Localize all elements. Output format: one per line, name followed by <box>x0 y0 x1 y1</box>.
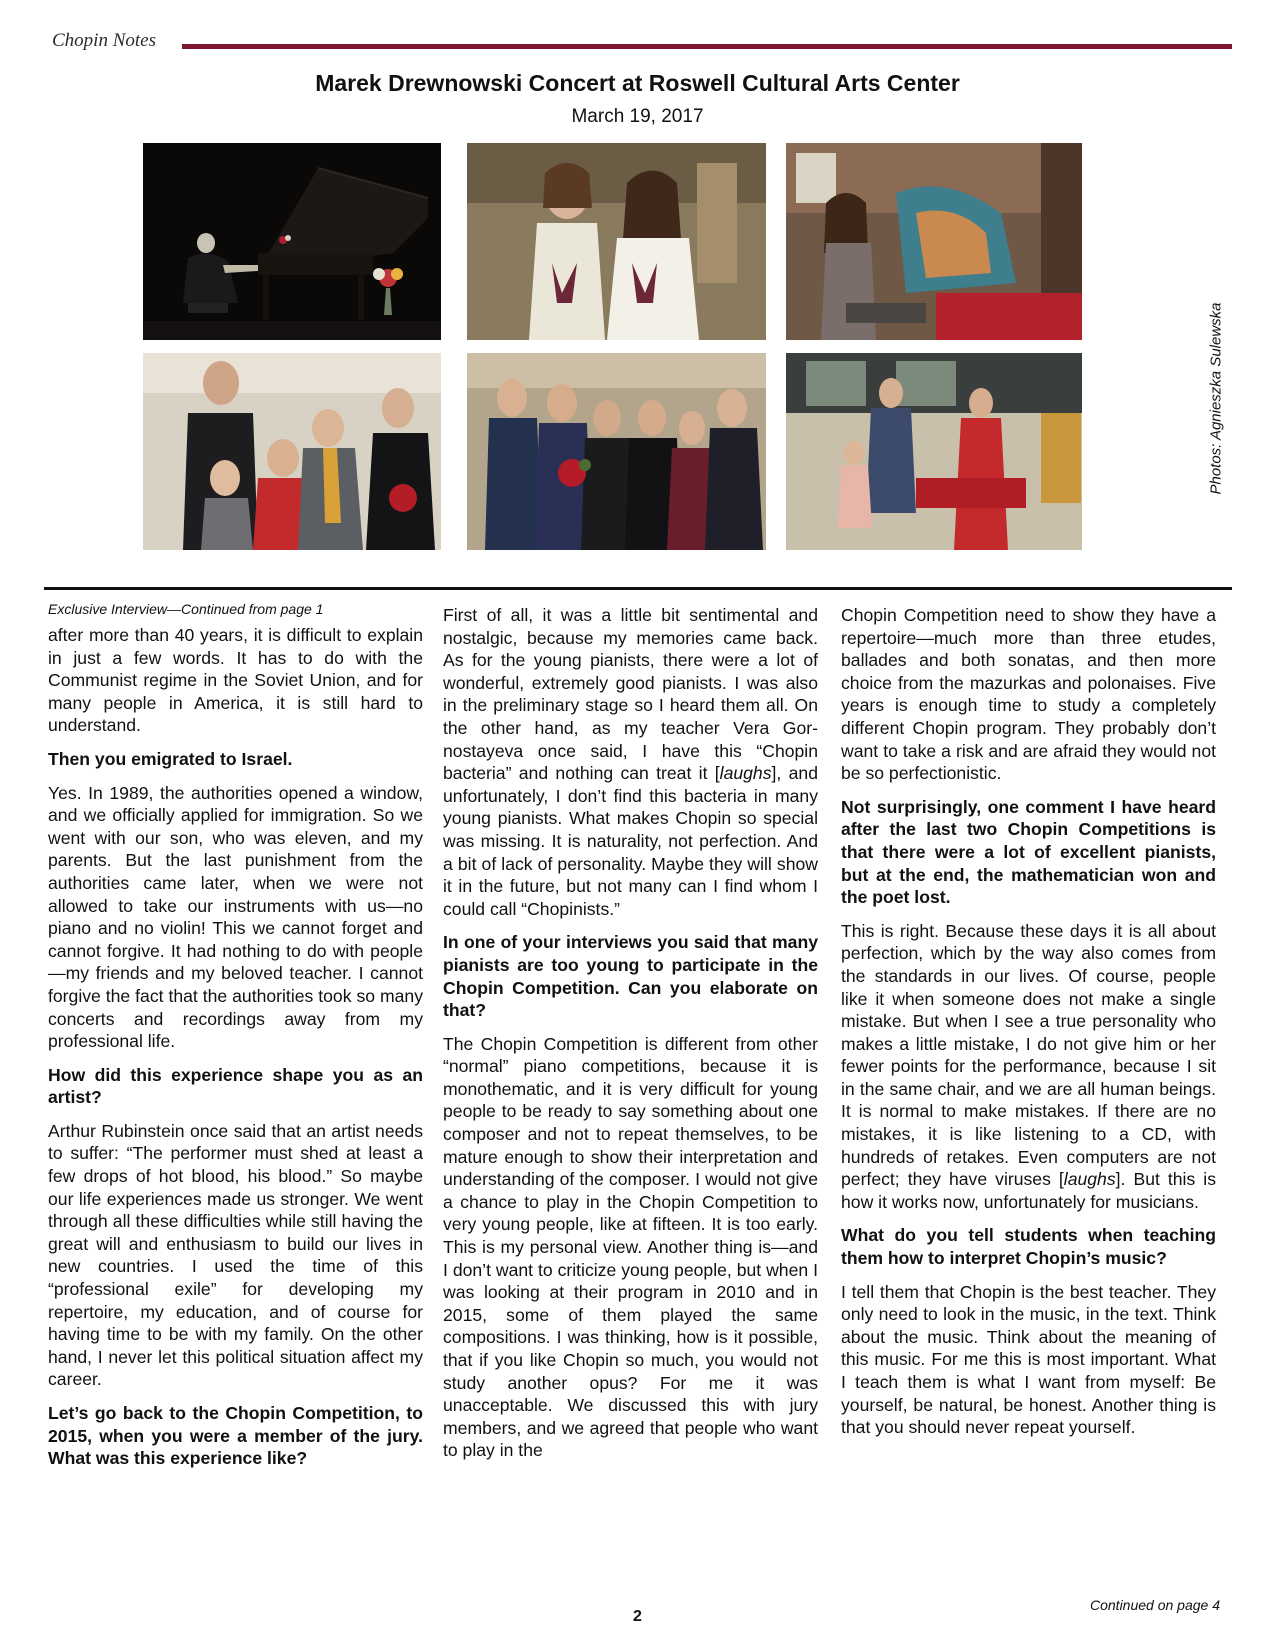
photo-two-girls-with-awards <box>467 143 766 340</box>
answer-paragraph: I tell them that Chopin is the best teacher. They only need to look in the music, in the text. Think about the music. Think about the meaning of this music. For me this is most important. What I teach them is what I want from myself: Be yourself, be natural, be honest. Another thing is that you should never repeat yourself. <box>841 1281 1216 1438</box>
answer-paragraph: The Chopin Competition is different from other “normal” piano competitions, because it is monothematic, and it is very difficult for young people to be ready to say something about one composer and not to repeat themselves, to be mature enough to show their interpretation and understanding of the composer. I would not give a chance to play in the Chopin Competition to very young people, like at fifteen. It is too early. This is my personal view. Another thing is—and I don’t want to criticize young people, but when I was looking at their program in 2010 and in 2015, some of them played the same compositions. I was thinking, how is it possible, that if you like Chopin so much, you would not study another opus? For me it was unacceptable. We discussed this with jury members, and we agreed that people who want to play in the <box>443 1033 818 1461</box>
continued-from-note: Exclusive Interview—Continued from page 1 <box>48 601 324 617</box>
question-paragraph: How did this experience shape you as an artist? <box>48 1064 423 1108</box>
article-title: Marek Drewnowski Concert at Roswell Cultural Arts Center <box>315 70 960 96</box>
article-date: March 19, 2017 <box>571 106 704 127</box>
photo-credit: Photos: Agnieszka Sulewska <box>1207 302 1225 495</box>
interview-column-1 <box>48 600 423 1481</box>
question-paragraph: In one of your interviews you said that many pianists are too young to participate in the Chopin Competition. Can you elaborate on that? <box>443 932 818 1021</box>
photo-reception-room <box>786 353 1082 550</box>
photo-family-with-pianist <box>143 353 441 550</box>
laughs-interjection: laughs <box>1063 1169 1116 1190</box>
answer-paragraph: Yes. In 1989, the authorities opened a window, and we officially applied for immigration. So we went with our son, who was eleven, and my parents. But the last punishment from the authorities came later, when we were not allowed to take our instruments with us—no piano and no violin! This we cannot forget and cannot forgive. It had nothing to do with people—my friends and my beloved teacher. I cannot forgive the fact that the authorities took so many concerts and recordings away from my professional life. <box>48 782 423 1052</box>
newsletter-name: Chopin Notes <box>52 30 156 51</box>
interview-column-2 <box>443 604 818 1473</box>
section-divider <box>44 587 1232 590</box>
photo-pianist-on-stage <box>143 143 441 340</box>
page-number: 2 <box>633 1608 642 1625</box>
header-rule <box>182 44 1232 49</box>
answer-paragraph: after more than 40 years, it is difficult to explain in just a few words. It has to do with the Communist regime in the Soviet Union, and for many people in America, it is still hard to understand. <box>48 625 423 736</box>
answer-paragraph: Chopin Competition need to show they have a repertoire—much more than three etudes, ballades and both sonatas, and then more choice from the mazurkas and polonaises. Five years is enough time to study a completely different Chopin program. They probably don’t want to take a risk and are afraid they would not be so perfectionistic. <box>841 605 1216 784</box>
photo-group-with-flowers <box>467 353 766 550</box>
continued-on-note: Continued on page 4 <box>1090 1597 1220 1613</box>
interview-column-3 <box>841 604 1216 1450</box>
question-paragraph: Let’s go back to the Chopin Competition, to 2015, when you were a member of the jury. What was this experience like? <box>48 1403 423 1469</box>
question-paragraph: Not surprisingly, one comment I have heard after the last two Chopin Competitions is that there were a lot of excellent pianists, but at the end, the mathematician won and the poet lost. <box>841 796 1216 908</box>
answer-paragraph: This is right. Because these days it is all about perfection, which by the way also comes from the standards in our lives. Of course, people like it when someone does not make a single mistake. But when I see a true personality who makes a little mistake, I do not give him or her fewer points for the performance, because I sit in the same chair, and we are all human beings. It is normal to make mistakes. If there are no mistakes, it is like listening to a CD, with hundreds of retakes. Even computers are not perfect; they have viruses [laughs]. But this is how it works now, unfortunately for musicians. <box>841 920 1216 1212</box>
question-paragraph: What do you tell students when teaching them how to interpret Chopin’s music? <box>841 1225 1216 1269</box>
answer-paragraph: Arthur Rubinstein once said that an artist needs to suffer: “The performer must shed at least a few drops of hot blood, his blood.” So maybe our life experiences made us stronger. We went through all these difficulties while still having the great will and enthusiasm to build our lives in new countries. I used the time of this “professional exile” for developing my repertoire, my education, and of course for having time to be with my family. On the other hand, I never let this political situation affect my career. <box>48 1120 423 1390</box>
answer-paragraph: First of all, it was a little bit sentimental and nostalgic, because my memories came back. As for the young pianists, there were a lot of wonderful, extremely good pianists. I was also in the preliminary stage so I heard them all. On the other hand, as my teacher Vera Gornostayeva once said, I have this “Chopin bacteria” and nothing can treat it [laughs], and unfortunately, I don’t find this bacteria in many young pianists. What makes Chopin so special was missing. It is naturality, not perfection. And a bit of lack of personality. Maybe they will show it in the future, but not many can I find whom I could call “Chopinists.” <box>443 605 818 919</box>
question-paragraph: Then you emigrated to Israel. <box>48 748 293 769</box>
photo-reception-table <box>786 143 1082 340</box>
laughs-interjection: laughs <box>719 763 772 784</box>
